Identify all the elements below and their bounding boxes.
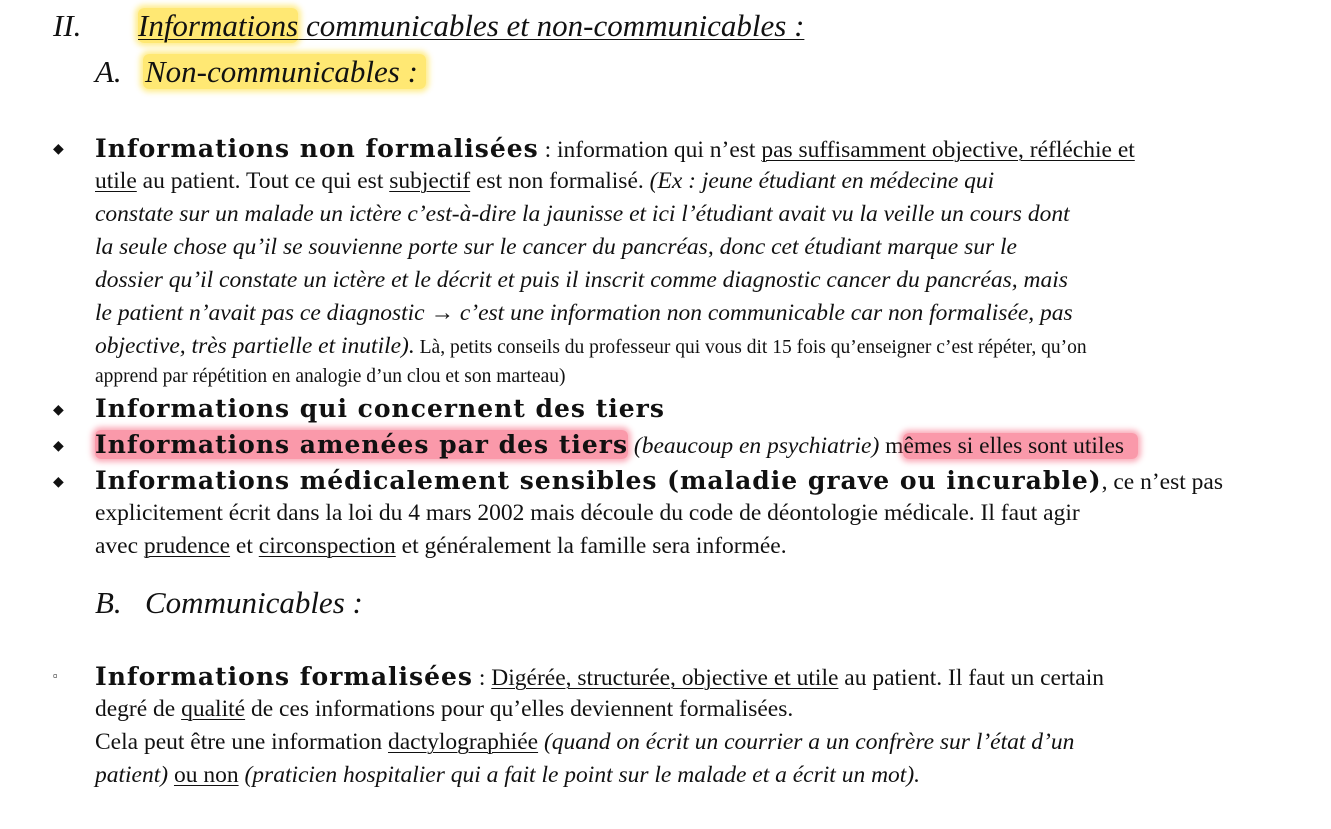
diamond-bullet-icon: ◆: [53, 142, 64, 157]
heading-number: B.: [95, 585, 122, 620]
body-text: Cela peut être une information: [95, 729, 388, 755]
highlighted-text: êmes si elles sont utiles: [903, 433, 1138, 459]
lead-text-highlighted: Informations amenées par des tiers: [95, 430, 629, 459]
paragraph-medicalement-sensibles: [95, 464, 1300, 563]
underlined-text: pas suffisamment objective, réfléchie et: [761, 137, 1135, 163]
underlined-text: Digérée, structurée, objective et utile: [491, 665, 839, 691]
underlined-text: prudence: [143, 533, 231, 559]
heading-section-ii: [53, 8, 804, 44]
lead-text: Informations qui concernent des tiers: [95, 394, 665, 423]
underlined-text: subjectif: [389, 168, 471, 194]
lead-text: Informations formalisées: [95, 662, 474, 691]
body-text: au patient. Tout ce qui est: [136, 168, 390, 194]
italic-text: objective, très partielle et inutile).: [95, 333, 415, 359]
small-text: Là, petits conseils du professeur qui vous dit 15 fois qu’enseigner c’est répéter, qu’on: [414, 337, 1087, 358]
italic-text: (quand on écrit un courrier a un confrère sur l’état d’un: [538, 729, 1075, 755]
body-text: est non formalisé.: [470, 168, 650, 194]
underlined-text: qualité: [181, 696, 246, 722]
heading-text: communicables et non-communicables :: [298, 8, 805, 43]
heading-number: II.: [53, 8, 82, 43]
paragraph-formalisees: [95, 660, 1300, 792]
underlined-text: circonspection: [258, 533, 396, 559]
italic-text: le patient n’avait pas ce diagnostic → c’est une information non communicable car non formalisée, pas: [95, 300, 1073, 326]
italic-text: patient): [95, 762, 169, 788]
square-bullet-icon: ▫: [53, 668, 58, 683]
body-text: et: [230, 533, 259, 559]
italic-text: dossier qu’il constate un ictère et le décrit et puis il inscrit comme diagnostic cancer du pancréas, mais: [95, 267, 1068, 293]
heading-text: Non-communicables :: [143, 54, 426, 89]
body-text: :: [473, 665, 492, 691]
heading-highlight: Informations: [138, 8, 299, 43]
body-text: et généralement la famille sera informée.: [395, 533, 787, 559]
lead-text: Informations médicalement sensibles (maladie grave ou incurable): [95, 466, 1102, 495]
italic-text: constate sur un malade un ictère c’est-à-dire la jaunisse et ici l’étudiant avait vu la veille un cours dont: [95, 201, 1070, 227]
body-text: au patient. Il faut un certain: [838, 665, 1104, 691]
underlined-text: dactylographiée: [388, 729, 539, 755]
italic-text: la seule chose qu’il se souvienne porte sur le cancer du pancréas, donc cet étudiant marque sur le: [95, 234, 1017, 260]
paragraph-non-formalisees: [95, 132, 1300, 391]
small-text: apprend par répétition en analogie d’un clou et son marteau): [95, 366, 566, 387]
heading-section-b: [95, 585, 363, 621]
diamond-bullet-icon: ◆: [53, 403, 64, 418]
paragraph-tiers: [95, 392, 1300, 425]
body-text: de ces informations pour qu’elles deviennent formalisées.: [245, 696, 794, 722]
lead-text: Informations non formalisées: [95, 134, 539, 163]
underlined-text: utile: [95, 168, 137, 194]
diamond-bullet-icon: ◆: [53, 439, 64, 454]
body-text: m: [879, 433, 904, 459]
body-text: explicitement écrit dans la loi du 4 mars 2002 mais découle du code de déontologie médicale. Il faut agir: [95, 500, 1080, 526]
body-text: avec: [95, 533, 144, 559]
underlined-text: ou non: [173, 762, 239, 788]
body-text: , ce n’est pas: [1101, 469, 1223, 495]
italic-text: (praticien hospitalier qui a fait le point sur le malade et a écrit un mot).: [238, 762, 921, 788]
paragraph-amenees-par-tiers: [95, 428, 1300, 461]
diamond-bullet-icon: ◆: [53, 475, 64, 490]
heading-text: Communicables :: [145, 585, 363, 620]
body-text: : information qui n’est: [538, 137, 762, 163]
heading-number: A.: [95, 54, 122, 89]
italic-text: (Ex : jeune étudiant en médecine qui: [649, 168, 995, 194]
italic-text: (beaucoup en psychiatrie): [628, 433, 880, 459]
body-text: degré de: [95, 696, 182, 722]
heading-section-a: [95, 54, 426, 90]
